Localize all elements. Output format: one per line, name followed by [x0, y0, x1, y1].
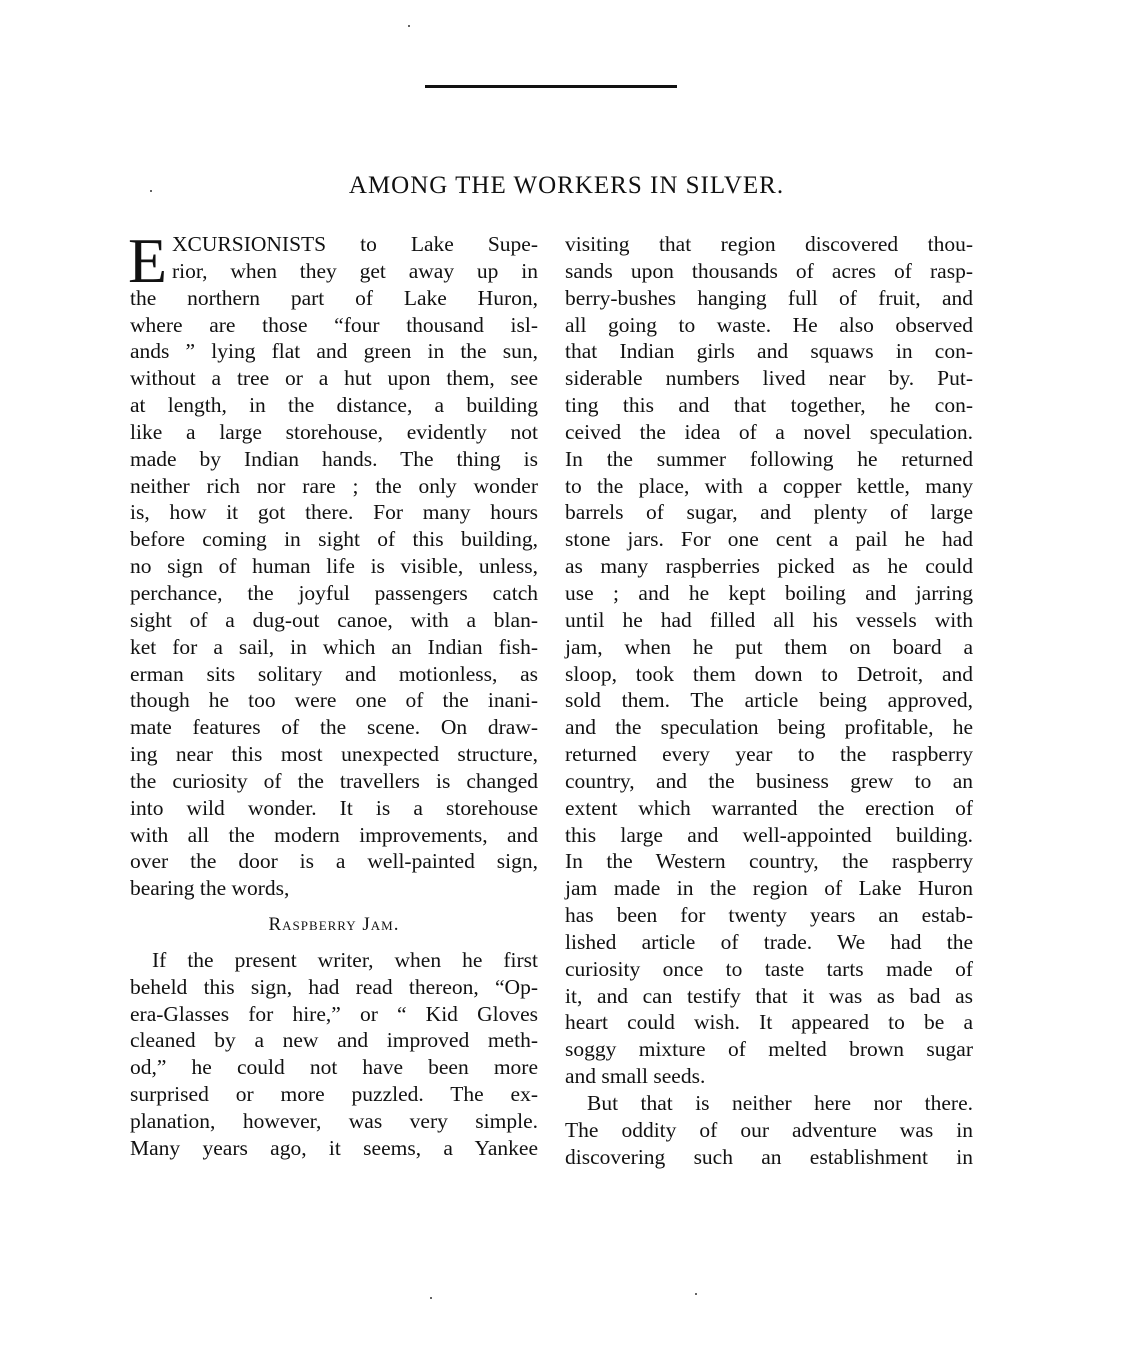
text-line: that Indian girls and squaws in con- [565, 339, 973, 364]
text-line: In the Western country, the raspberry [565, 849, 973, 874]
text-line: country, and the business grew to an [565, 768, 973, 793]
paragraph-4 [565, 1090, 973, 1171]
text-line: at length, in the distance, a building [130, 393, 538, 418]
text-line: cleaned by a new and improved meth- [130, 1028, 538, 1053]
text-line: no sign of human life is visible, unless, [130, 554, 538, 579]
text-line: ands ” lying flat and green in the sun, [130, 339, 538, 364]
text-line: returned every year to the raspberry [565, 742, 973, 767]
text-line: it, and can testify that it was as bad as [565, 983, 973, 1008]
text-line: until he had filled all his vessels with [565, 607, 973, 632]
text-line: use ; and he kept boiling and jarring [565, 580, 973, 605]
article-title: AMONG THE WORKERS IN SILVER. [348, 172, 785, 199]
text-line: barrels of sugar, and plenty of large [565, 500, 973, 525]
text-line: soggy mixture of melted brown sugar [565, 1037, 973, 1062]
text-line: berry-bushes hanging full of fruit, and [565, 285, 973, 310]
text-line: discovering such an establishment in [565, 1144, 973, 1169]
scan-speck [430, 1297, 432, 1299]
text-line: ket for a sail, in which an Indian fish- [130, 634, 538, 659]
text-line: sold them. The article being approved, [565, 688, 973, 713]
text-line: stone jars. For one cent a pail he had [565, 527, 973, 552]
paragraph-2 [130, 947, 538, 1162]
text-line: ting this and that together, he con- [565, 393, 973, 418]
text-line: all going to waste. He also observed [565, 312, 973, 337]
paragraph-3 [565, 231, 973, 1090]
text-line: sight of a dug-out canoe, with a blan- [130, 607, 538, 632]
text-line: If the present writer, when he first [152, 947, 538, 972]
text-line: lished article of trade. We had the [565, 929, 973, 954]
text-line: extent which warranted the erection of [565, 795, 973, 820]
text-line: planation, however, was very simple. [130, 1109, 538, 1133]
text-line: sands upon thousands of acres of rasp- [565, 258, 973, 283]
text-line: to the place, with a copper kettle, many [565, 473, 973, 498]
text-line: surprised or more puzzled. The ex- [130, 1082, 538, 1107]
text-line: ing near this most unexpected structure, [130, 742, 538, 767]
text-line: this large and well-appointed building. [565, 822, 973, 847]
text-line: erman sits solitary and motionless, as [130, 661, 538, 686]
drop-cap: E [128, 225, 168, 296]
text-line: rior, when they get away up in [172, 258, 538, 283]
text-line: sloop, took them down to Detroit, and [565, 661, 973, 686]
text-line: before coming in sight of this building, [130, 527, 538, 552]
text-line: neither rich nor rare ; the only wonder [130, 473, 538, 498]
text-line: In the summer following he returned [565, 446, 973, 471]
sign-heading: Raspberry Jam. [268, 914, 400, 936]
text-line: siderable numbers lived near by. Put- [565, 366, 973, 391]
text-line: and small seeds. [565, 1064, 706, 1089]
text-line: into wild wonder. It is a storehouse [130, 795, 538, 820]
text-line: perchance, the joyful passengers catch [130, 580, 538, 605]
text-line: visiting that region discovered thou- [565, 232, 973, 256]
text-line: curiosity once to taste tarts made of [565, 956, 973, 981]
top-rule [425, 85, 677, 88]
text-line: as many raspberries picked as he could [565, 554, 973, 579]
text-line: od,” he could not have been more [130, 1055, 538, 1080]
text-line: But that is neither here nor there. [587, 1091, 973, 1115]
text-line: The oddity of our adventure was in [565, 1117, 973, 1142]
text-line: has been for twenty years an estab- [565, 903, 973, 928]
text-line: the northern part of Lake Huron, [130, 285, 538, 310]
paragraph-1 [128, 225, 538, 902]
text-line: heart could wish. It appeared to be a [565, 1010, 973, 1035]
text-line: and the speculation being profitable, he [565, 715, 973, 740]
scan-speck [408, 25, 410, 27]
text-line: beheld this sign, had read thereon, “Op- [130, 974, 538, 999]
text-line: where are those “four thousand isl- [130, 312, 538, 337]
text-line: the curiosity of the travellers is changed [130, 768, 538, 793]
text-line: is, how it got there. For many hours [130, 500, 538, 525]
text-line: XCURSIONISTS to Lake Supe- [172, 232, 538, 256]
right-column [565, 231, 973, 1171]
text-line: Many years ago, it seems, a Yankee [130, 1135, 538, 1160]
text-line: over the door is a well-painted sign, [130, 849, 538, 874]
left-column [128, 225, 538, 1162]
text-line: without a tree or a hut upon them, see [130, 366, 538, 391]
text-line: bearing the words, [130, 876, 290, 901]
text-line: though he too were one of the inani- [130, 688, 538, 713]
text-line: ceived the idea of a novel speculation. [565, 419, 973, 444]
text-line: like a large storehouse, evidently not [130, 419, 538, 444]
scan-speck [695, 1293, 697, 1295]
text-line: made by Indian hands. The thing is [130, 446, 538, 471]
text-line: era-Glasses for hire,” or “ Kid Gloves [130, 1001, 538, 1026]
text-line: mate features of the scene. On draw- [130, 715, 538, 740]
text-line: jam made in the region of Lake Huron [565, 876, 973, 901]
text-line: jam, when he put them on board a [565, 634, 973, 659]
text-line: with all the modern improvements, and [130, 822, 538, 847]
